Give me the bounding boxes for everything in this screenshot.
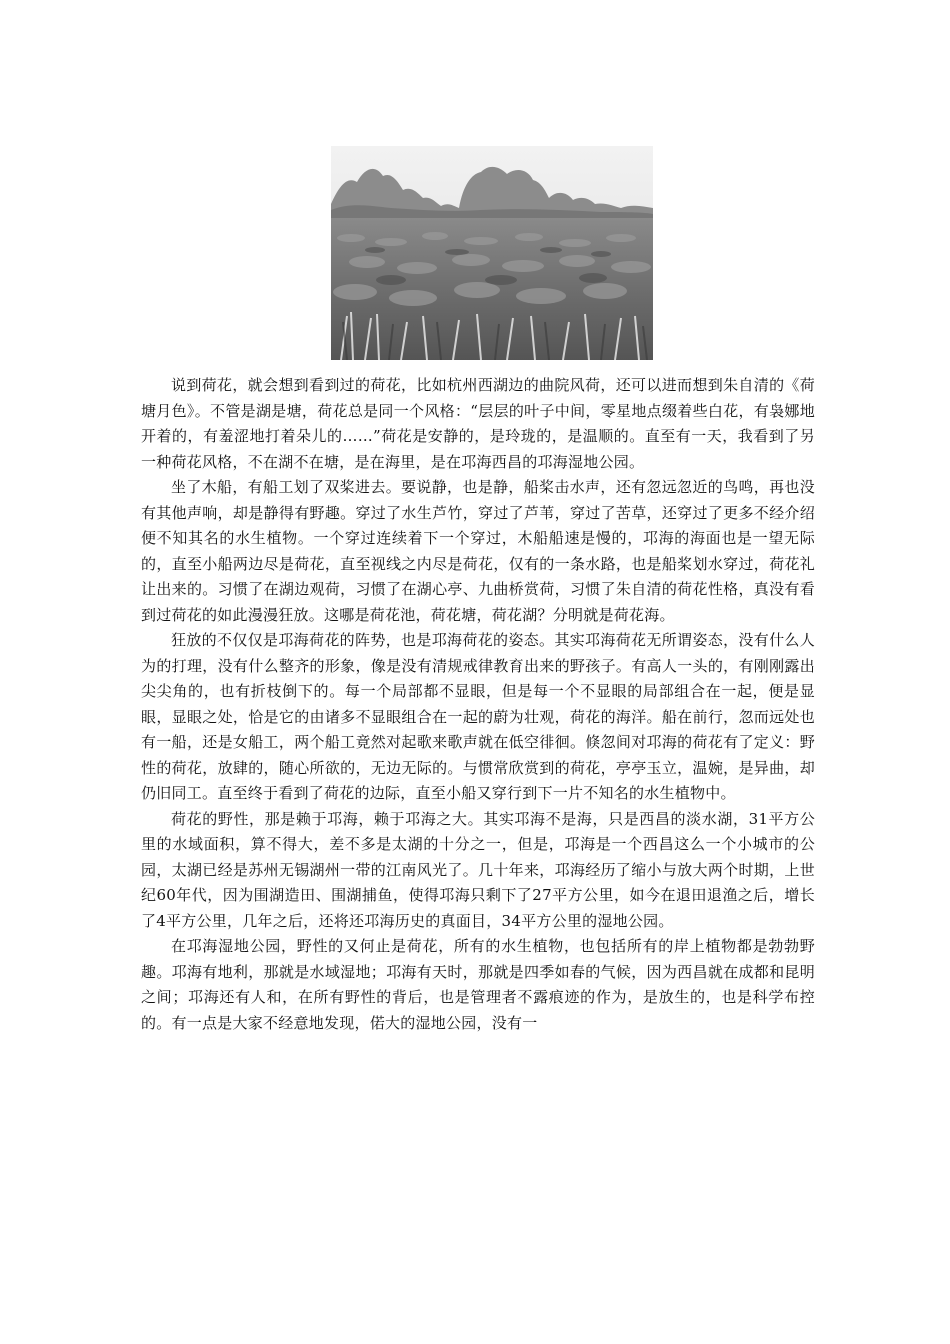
paragraph: 在邛海湿地公园，野性的又何止是荷花，所有的水生植物，也包括所有的岸上植物都是勃勃野趣。邛海有地利，那就是水域湿地；邛海有天时，那就是四季如春的气候，因为西昌就在成都和昆明之间；邛海还有人和，在所有野性的背后，也是管理者不露痕迹的作为，是放生的，也是科学布控的。有一点是大家不经意地发现，偌大的湿地公园，没有一	[141, 937, 815, 1032]
lotus-wetland-photo	[331, 146, 653, 360]
paragraph: 荷花的野性，那是赖于邛海，赖于邛海之大。其实邛海不是海，只是西昌的淡水湖，31平方公里的水域面积，算不得大，差不多是太湖的十分之一，但是，邛海是一个西昌这么一个小城市的公园，太湖已经是苏州无锡湖州一带的江南风光了。几十年来，邛海经历了缩小与放大两个时期，上世纪60年代，因为围湖造田、围湖捕鱼，使得邛海只剩下了27平方公里，如今在退田退渔之后，增长了4平方公里，几年之后，还将还邛海历史的真面目，34平方公里的湿地公园。	[141, 809, 815, 930]
paragraph: 说到荷花，就会想到看到过的荷花，比如杭州西湖边的曲院风荷，还可以进而想到朱自清的《荷塘月色》。不管是湖是塘，荷花总是同一个风格：“层层的叶子中间，零星地点缀着些白花，有袅娜地开着的，有羞涩地打着朵儿的……”荷花是安静的，是玲珑的，是温顺的。直至有一天，我看到了另一种荷花风格，不在湖不在塘，是在海里，是在邛海西昌的邛海湿地公园。	[141, 376, 815, 471]
paragraph: 狂放的不仅仅是邛海荷花的阵势，也是邛海荷花的姿态。其实邛海荷花无所谓姿态，没有什么人为的打理，没有什么整齐的形象，像是没有清规戒律教育出来的野孩子。有高人一头的，有刚刚露出尖尖角的，也有折枝倒下的。每一个局部都不显眼，但是每一个不显眼的局部组合在一起，便是显眼，显眼之处，恰是它的由诸多不显眼组合在一起的蔚为壮观，荷花的海洋。船在前行，忽而远处也有一船，还是女船工，两个船工竟然对起歌来歌声就在低空徘徊。倏忽间对邛海的荷花有了定义：野性的荷花，放肆的，随心所欲的，无边无际的。与惯常欣赏到的荷花，亭亭玉立，温婉，是异曲，却仍旧同工。直至终于看到了荷花的边际，直至小船又穿行到下一片不知名的水生植物中。	[141, 631, 815, 802]
paragraph: 坐了木船，有船工划了双桨进去。要说静，也是静，船桨击水声，还有忽远忽近的鸟鸣，再也没有其他声响，却是静得有野趣。穿过了水生芦竹，穿过了芦苇，穿过了苦草，还穿过了更多不经介绍便不知其名的水生植物。一个穿过连续着下一个穿过，木船船速是慢的，邛海的海面也是一望无际的，直至小船两边尽是荷花，直至视线之内尽是荷花，仅有的一条水路，也是船桨划水穿过，荷花礼让出来的。习惯了在湖边观荷，习惯了在湖心亭、九曲桥赏荷，习惯了朱自清的荷花性格，真没有看到过荷花的如此漫漫狂放。这哪是荷花池，荷花塘，荷花湖？分明就是荷花海。	[141, 478, 815, 624]
article-body	[141, 373, 815, 1036]
